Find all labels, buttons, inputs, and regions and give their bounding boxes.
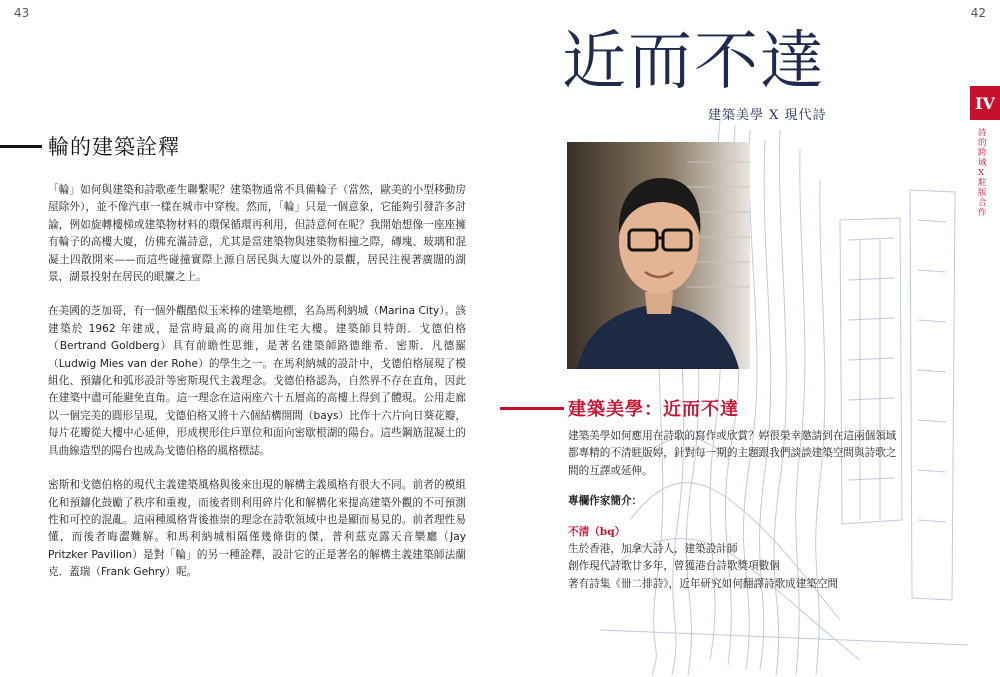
author-portrait-photo [567, 142, 750, 369]
section-rule [0, 145, 42, 148]
feature-subtitle: 建築美學 X 現代詩 [708, 108, 827, 123]
column-title: 建築美學：近而不達 [568, 399, 739, 420]
article-paragraph: 「輪」如何與建築和詩歌產生聯繫呢？建築物通常不具備輪子（當然，歐美的小型移動房屋除外），並不像汽車一樣在城市中穿梭。然而，「輪」只是一個意象，它能夠引發許多討論，例如旋轉樓梯或建築物材料的環保循環再利用，但詩意何在呢？我開始想像一座座擁有輪子的高樓大廈，仿佛充滿詩意，尤其是當建築物與建築物相撞之際，磚塊、玻璃和混凝土四散開來——而這些碰撞實際上源自居民與大廈以外的景觀，居民注視著廣闊的湖景，湖景投射在居民的眼簾之上。 [48, 184, 466, 284]
chapter-tab: IV [970, 86, 1000, 120]
bio-line: 生於香港，加拿大詩人，建築設計師 [568, 543, 738, 556]
profile-heading: 專欄作家簡介： [568, 495, 643, 508]
page-number-left: 43 [14, 6, 30, 20]
bio-line: 著有詩集《卌二排詩》，近年研究如何翻譯詩歌成建築空間 [568, 577, 839, 590]
section-title: 輪的建築詮釋 [48, 135, 180, 159]
section-accent-rule [500, 407, 564, 410]
article-paragraph: 在美國的芝加哥，有一個外觀酷似玉米棒的建築地標，名為馬利納城（Marina City）。該建築於 1962 年建成，是當時最高的商用加住宅大樓。建築師貝特朗．戈德伯格（Bertrand Goldberg）具有前瞻性思維，是著名建築師路德維希．密斯．凡德羅（Ludwig Mies van der Rohe）的學生之一。在馬利納城的設計中，戈德伯格展現了模組化、預鑄化和弧形設計等密斯現代主義理念。戈德伯格認為，自然界不存在直角，因此在建築中盡可能避免直角。這一理念在這兩座六十五層高的高樓上得到了體現。公用走廊以一個完美的圓形呈現，戈德伯格又將十六個結構開間（bays）比作十六片向日葵花瓣，每片花瓣從大樓中心延伸，形成楔形住戶單位和面向密歇根湖的陽台。這些鋼筋混凝土的具曲線造型的陽台也成為戈德伯格的風格標誌。 [48, 305, 466, 457]
page-number-right: 42 [970, 6, 986, 20]
column-body [568, 428, 898, 593]
author-name: 不清（bq） [568, 525, 626, 538]
column-intro: 建築美學如何應用在詩歌的寫作或欣賞？婷很榮幸邀請到在這兩個領域都專精的不清駐版婷，針對每一期的主題跟我們談談建築空間與詩歌之間的互譯或延伸。 [568, 430, 897, 477]
bio-line: 創作現代詩歌廿多年，曾獲港台詩歌獎項數個 [568, 560, 780, 573]
article-paragraph: 密斯和戈德伯格的現代主義建築風格與後來出現的解構主義風格有很大不同。前者的模組化和預鑄化鼓勵了秩序和重複，而後者則利用碎片化和解構化來提高建築外觀的不可預測性和可控的混亂。這兩種風格背後推崇的理念在詩歌領域中也是顯而易見的。前者理性易懂，而後者晦澀難解。和馬利納城相隔僅幾條街的傑，普利茲克露天音樂廳（Jay Pritzker Pavilion）是對「輪」的另一種詮釋，設計它的正是著名的解構主義建築師法蘭克．蓋瑞（Frank Gehry）呢。 [48, 479, 466, 579]
article-body [48, 182, 466, 599]
chapter-tab-label: 詩的跨域 X 駐版合作 [978, 128, 987, 218]
feature-title: 近而不達 [562, 25, 826, 99]
